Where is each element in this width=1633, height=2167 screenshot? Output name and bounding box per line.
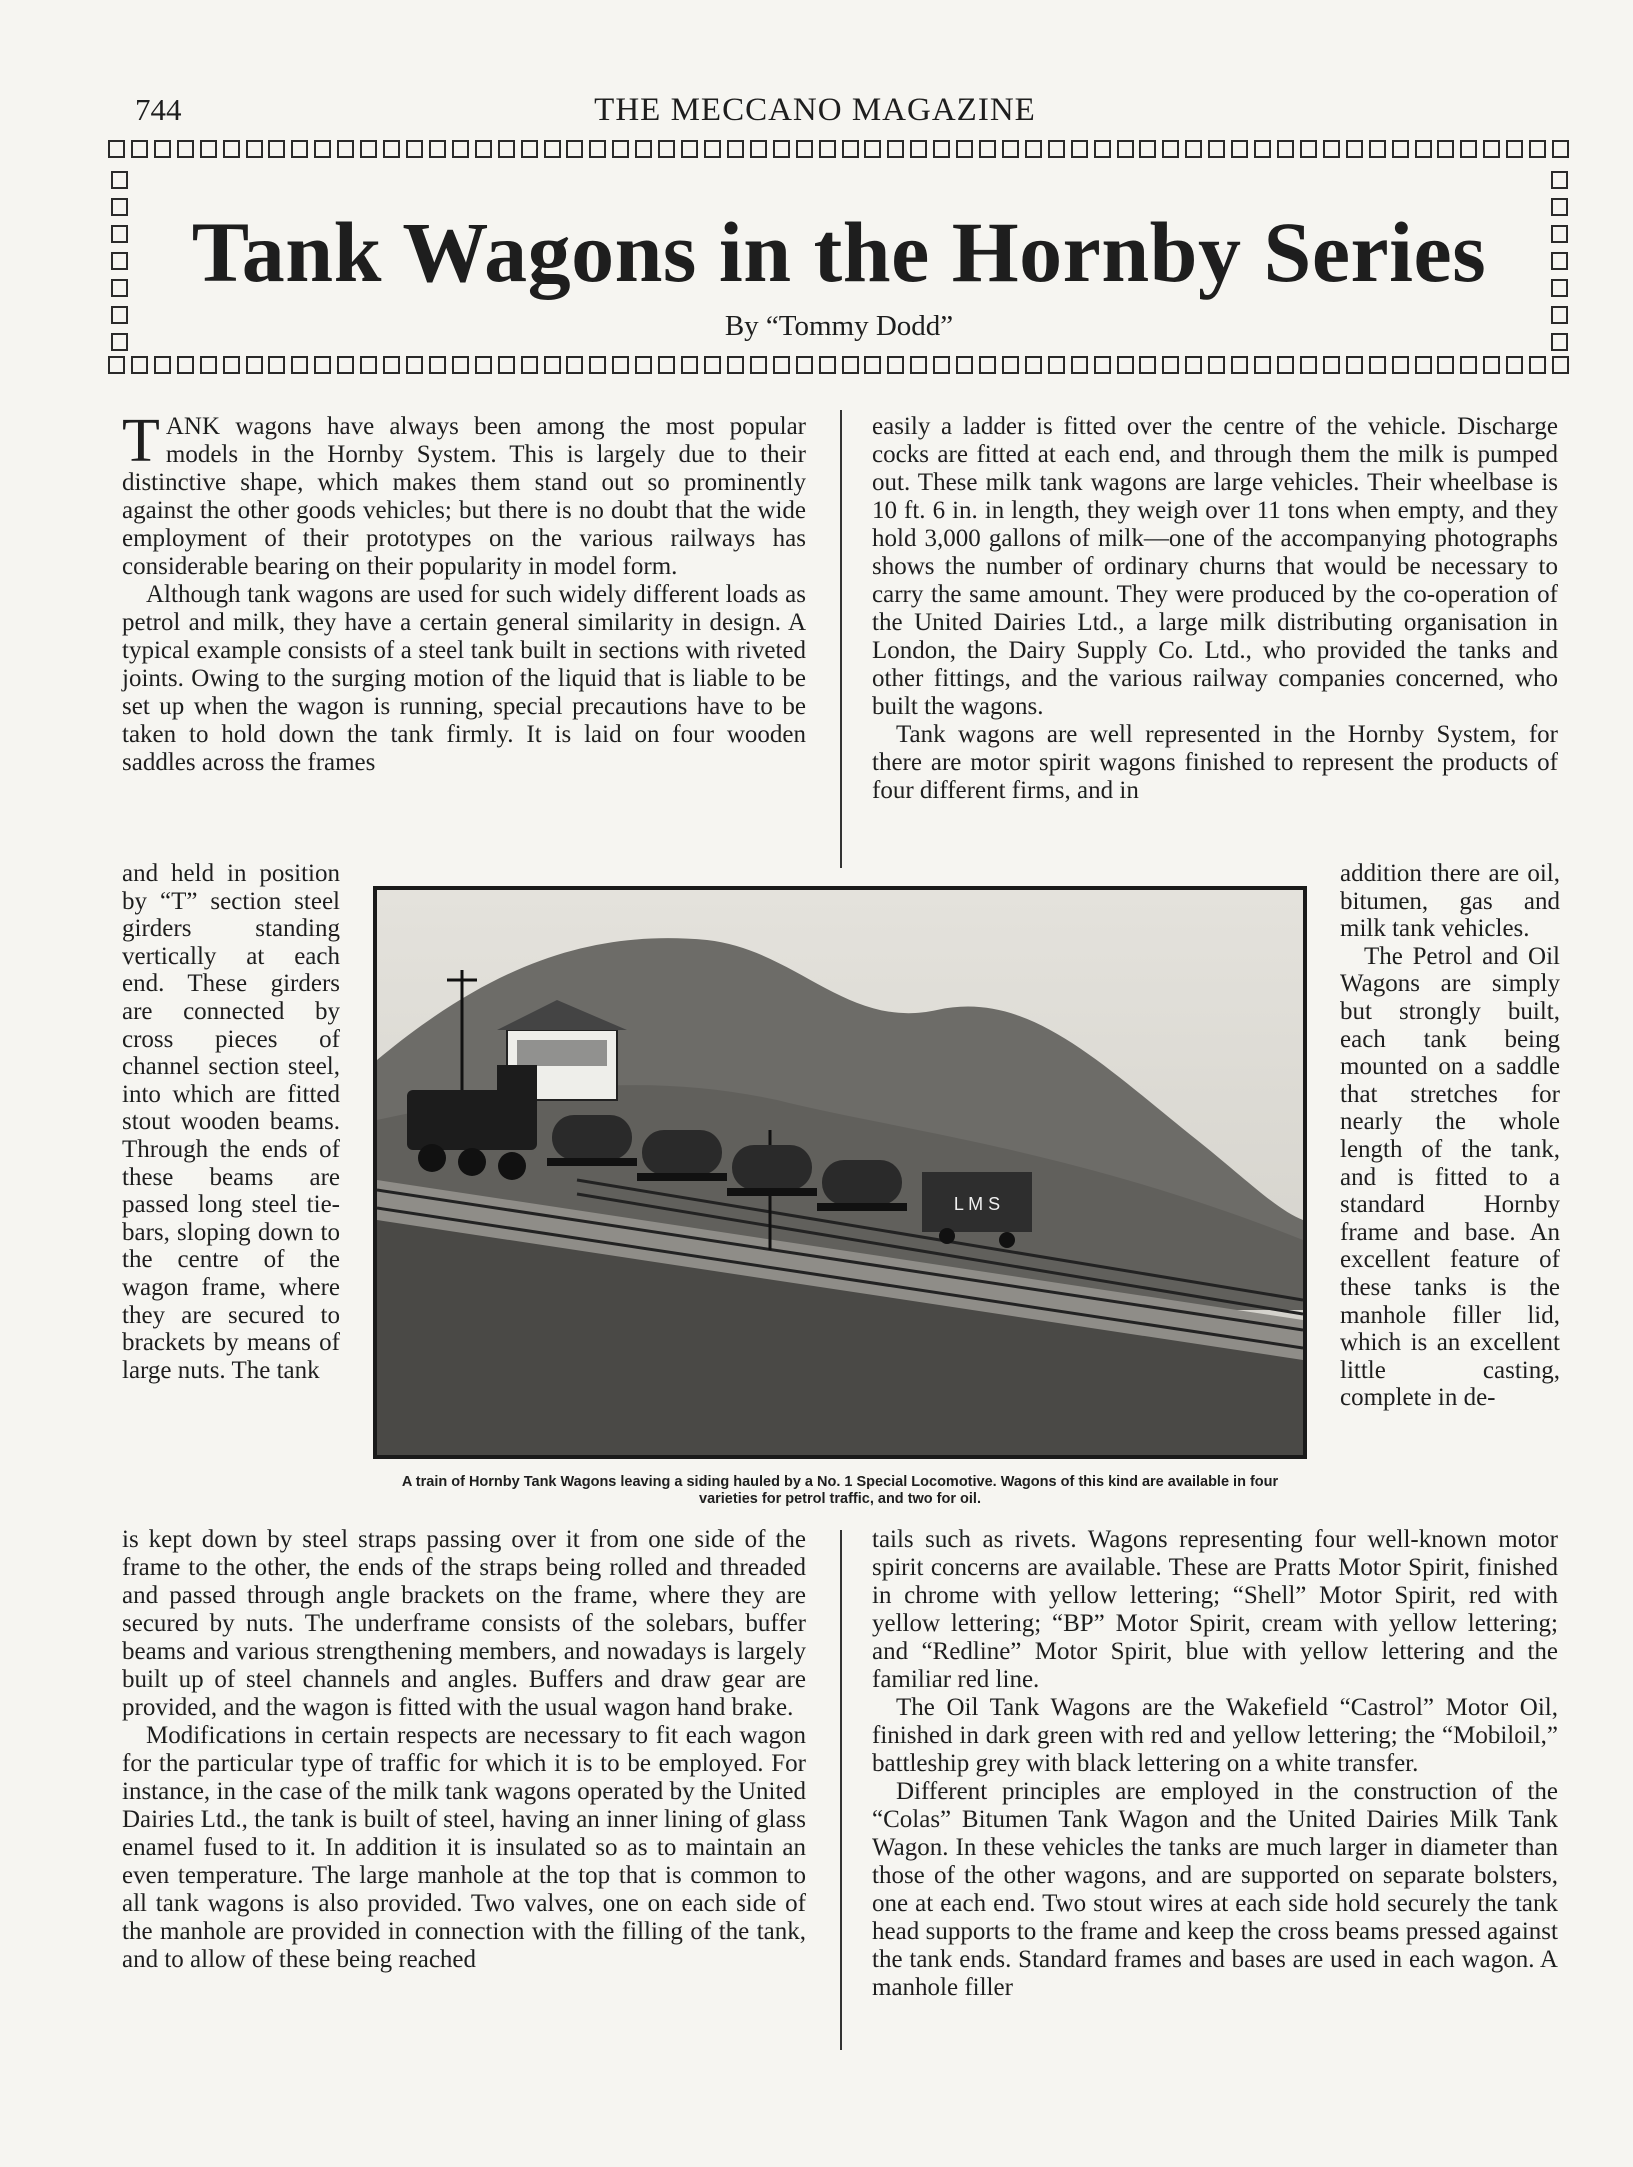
border-square (635, 356, 652, 374)
border-square (1437, 140, 1454, 158)
border-square (773, 140, 790, 158)
border-square (681, 356, 698, 374)
border-square (360, 356, 377, 374)
page-number: 744 (135, 92, 182, 127)
border-square (566, 356, 583, 374)
border-square (223, 356, 240, 374)
border-square (1162, 140, 1179, 158)
border-square (956, 356, 973, 374)
border-square (1369, 356, 1386, 374)
border-square (452, 140, 469, 158)
border-square (1346, 140, 1363, 158)
magazine-title: THE MECCANO MAGAZINE (594, 92, 1036, 128)
border-square (887, 356, 904, 374)
border-square (1231, 140, 1248, 158)
border-square (337, 140, 354, 158)
border-square (177, 140, 194, 158)
border-square (727, 140, 744, 158)
right-column-bottom (872, 1526, 1558, 2002)
paragraph: Modifications in certain respects are necessary to fit each wagon for the particular type of traffic for which it is to be employed. For instance, in the case of the milk tank wagons operated by the United Dairies Ltd., the tank is built of steel, having an inner lining of glass enamel fused to it. In addition it is insulated so as to maintain an even temperature. The large manhole at the top that is common to all tank wagons is also provided. Two valves, one on each side of the manhole are provided in connection with the filling of the tank, and to allow of these being reached (122, 1722, 806, 1973)
border-square (1071, 356, 1088, 374)
right-column-top (872, 413, 1558, 805)
border-square (910, 356, 927, 374)
decorative-border-top (108, 140, 1570, 166)
tank-wagon (637, 1130, 727, 1181)
border-square (933, 140, 950, 158)
border-square (796, 140, 813, 158)
border-square (1529, 356, 1546, 374)
border-square (1254, 356, 1271, 374)
border-square (589, 140, 606, 158)
paragraph-text: ANK wagons have always been among the most popular models in the Hornby System. This is largely due to their distinctive shape, which makes them stand out so prominently against the other goods vehicles; but there is no doubt that the wide employment of their prototypes on the various railways has considerable bearing on their popularity in model form. (122, 413, 806, 580)
border-square (131, 140, 148, 158)
border-square (658, 356, 675, 374)
border-square (1460, 140, 1477, 158)
border-square (108, 356, 125, 374)
title-box (108, 140, 1570, 382)
border-square (887, 140, 904, 158)
border-square (910, 140, 927, 158)
border-square (1002, 140, 1019, 158)
paragraph: The Petrol and Oil Wagons are simply but strongly built, each tank being mounted on a saddle that stretches for nearly the whole length of the tank, and is fitted to a standard Hornby frame and base. An excellent feature of these tanks is the manhole filler lid, which is an excellent little casting, complete in de- (1340, 942, 1560, 1412)
van-lettering: L M S (953, 1194, 1001, 1214)
border-square (727, 356, 744, 374)
paragraph: Tank wagons are well represented in the Hornby System, for there are motor spirit wagons finished to represent the products of four different firms, and in (872, 721, 1558, 804)
border-square (1185, 140, 1202, 158)
border-square (268, 140, 285, 158)
border-square (498, 356, 515, 374)
border-square (521, 140, 538, 158)
column-divider-top (840, 410, 842, 868)
border-square (1117, 140, 1134, 158)
border-square (1392, 356, 1409, 374)
border-square (111, 171, 128, 189)
border-square (1025, 140, 1042, 158)
border-square (979, 356, 996, 374)
paragraph: is kept down by steel straps passing over it from one side of the frame to the other, the ends of the straps being rolled and threaded and passed through angle brackets on the frame, where they are secured by nuts. The underframe consists of the solebars, buffer beams and various strengthening members, and nowadays is largely built up of steel channels and angles. Buffers and draw gear are provided, and the wagon is fitted with the usual wagon hand brake. (122, 1526, 806, 1721)
paragraph: The Oil Tank Wagons are the Wakefield “Castrol” Motor Oil, finished in dark green with red and yellow lettering; the “Mobiloil,” battleship grey with black lettering on a white transfer. (872, 1694, 1558, 1777)
photo-illustration (377, 890, 1303, 1455)
border-square (498, 140, 515, 158)
border-square (1437, 356, 1454, 374)
border-square (314, 356, 331, 374)
border-square (383, 140, 400, 158)
border-square (246, 356, 263, 374)
border-square (842, 356, 859, 374)
border-square (704, 356, 721, 374)
border-square (864, 140, 881, 158)
border-square (544, 356, 561, 374)
border-square (154, 140, 171, 158)
border-square (1048, 140, 1065, 158)
border-square (314, 140, 331, 158)
border-square (1254, 140, 1271, 158)
border-square (131, 356, 148, 374)
decorative-border-bottom (108, 356, 1570, 382)
border-square (1529, 140, 1546, 158)
border-square (291, 140, 308, 158)
border-square (1094, 356, 1111, 374)
border-square (612, 140, 629, 158)
border-square (200, 140, 217, 158)
paragraph (122, 407, 806, 581)
border-square (154, 356, 171, 374)
border-square (1552, 356, 1569, 374)
border-square (268, 356, 285, 374)
border-square (223, 140, 240, 158)
border-square (589, 356, 606, 374)
border-square (521, 356, 538, 374)
train-photograph (373, 886, 1307, 1459)
column-divider-bottom (840, 1530, 842, 2050)
border-square (177, 356, 194, 374)
border-square (1300, 140, 1317, 158)
border-square (108, 140, 125, 158)
border-square (1277, 356, 1294, 374)
tank-wagon (727, 1145, 817, 1196)
border-square (291, 356, 308, 374)
border-square (383, 356, 400, 374)
drop-cap: T (122, 407, 160, 475)
border-square (246, 140, 263, 158)
border-square (1139, 356, 1156, 374)
left-narrow-column: and held in position by “T” section steel girders standing vertically at each end. These girders are connected by cross pieces of channel section steel, into which are fitted stout wooden beams. Through the ends of these beams are passed long steel tie-bars, sloping down to the centre of the wagon frame, where they are secured to brackets by means of large nuts. The tank (122, 860, 340, 1384)
border-square (1415, 356, 1432, 374)
byline: By “Tommy Dodd” (724, 310, 954, 342)
border-square (979, 140, 996, 158)
border-square (612, 356, 629, 374)
border-square (566, 140, 583, 158)
border-square (864, 356, 881, 374)
border-square (704, 140, 721, 158)
border-square (406, 356, 423, 374)
border-square (1231, 356, 1248, 374)
border-square (200, 356, 217, 374)
left-column-top (122, 407, 806, 777)
border-square (750, 356, 767, 374)
border-square (1551, 171, 1568, 189)
border-square (1506, 356, 1523, 374)
border-square (1392, 140, 1409, 158)
border-square (1552, 140, 1569, 158)
right-narrow-column (1340, 860, 1560, 1412)
border-square (1185, 356, 1202, 374)
border-square (1094, 140, 1111, 158)
border-square (681, 140, 698, 158)
border-square (429, 140, 446, 158)
border-square (1460, 356, 1477, 374)
border-square (1483, 140, 1500, 158)
paragraph: easily a ladder is fitted over the centre of the vehicle. Discharge cocks are fitted at each end, and through them the milk is pumped out. These milk tank wagons are large vehicles. Their wheelbase is 10 ft. 6 in. in length, they weigh over 11 tons when empty, and they hold 3,000 gallons of milk—one of the accompanying photographs shows the number of ordinary churns that would be necessary to carry the same amount. They were produced by the co-operation of the United Dairies Ltd., a large milk distributing organisation in London, the Dairy Supply Co. Ltd., who provided the tanks and other fittings, and the various railway companies concerned, who built the wagons. (872, 413, 1558, 720)
border-square (1048, 356, 1065, 374)
border-square (1071, 140, 1088, 158)
border-square (1002, 356, 1019, 374)
border-square (750, 140, 767, 158)
border-square (452, 356, 469, 374)
border-square (842, 140, 859, 158)
tank-wagon (547, 1115, 637, 1166)
border-square (819, 140, 836, 158)
border-square (635, 140, 652, 158)
border-square (1415, 140, 1432, 158)
border-square (956, 140, 973, 158)
border-square (1025, 356, 1042, 374)
border-square (429, 356, 446, 374)
running-header (120, 92, 1510, 136)
article-title: Tank Wagons in the Hornby Series (191, 204, 1487, 300)
border-square (406, 140, 423, 158)
border-square (1300, 356, 1317, 374)
border-square (337, 356, 354, 374)
border-square (1277, 140, 1294, 158)
border-square (475, 356, 492, 374)
paragraph: addition there are oil, bitumen, gas and milk tank vehicles. (1340, 860, 1560, 943)
border-square (933, 356, 950, 374)
border-square (796, 356, 813, 374)
left-column-bottom (122, 1526, 806, 1974)
border-square (1346, 356, 1363, 374)
border-square (1208, 140, 1225, 158)
paragraph: Different principles are employed in the construction of the “Colas” Bitumen Tank Wagon and the United Dairies Milk Tank Wagon. In these vehicles the tanks are much larger in diameter than those of the other wagons, and are supported on separate bolsters, one at each end. Two stout wires at each side hold securely the tank head supports to the frame and keep the cross beams pressed against the tank ends. Standard frames and bases are used in each wagon. A manhole filler (872, 1778, 1558, 2001)
border-square (658, 140, 675, 158)
border-square (1139, 140, 1156, 158)
border-square (1117, 356, 1134, 374)
border-square (1162, 356, 1179, 374)
paragraph: tails such as rivets. Wagons representing four well-known motor spirit concerns are available. These are Pratts Motor Spirit, finished in chrome with yellow lettering; “Shell” Motor Spirit, red with yellow lettering; “BP” Motor Spirit, cream with yellow lettering; and “Redline” Motor Spirit, blue with yellow lettering and the familiar red line. (872, 1526, 1558, 1693)
border-square (544, 140, 561, 158)
border-square (360, 140, 377, 158)
border-square (1323, 140, 1340, 158)
border-square (819, 356, 836, 374)
paragraph: Although tank wagons are used for such widely different loads as petrol and milk, they have a certain general similarity in design. A typical example consists of a steel tank built in sections with riveted joints. Owing to the surging motion of the liquid that is liable to be set up when the wagon is running, special precautions have to be taken to hold down the tank firmly. It is laid on four wooden saddles across the frames (122, 581, 806, 776)
border-square (1208, 356, 1225, 374)
border-square (1483, 356, 1500, 374)
photo-caption: A train of Hornby Tank Wagons leaving a siding hauled by a No. 1 Special Locomotive. Wagons of this kind are available in four varieties for petrol traffic, and two for oil. (401, 1474, 1279, 1507)
border-square (1506, 140, 1523, 158)
tank-wagon (817, 1160, 907, 1211)
border-square (475, 140, 492, 158)
border-square (1369, 140, 1386, 158)
border-square (773, 356, 790, 374)
border-square (1323, 356, 1340, 374)
